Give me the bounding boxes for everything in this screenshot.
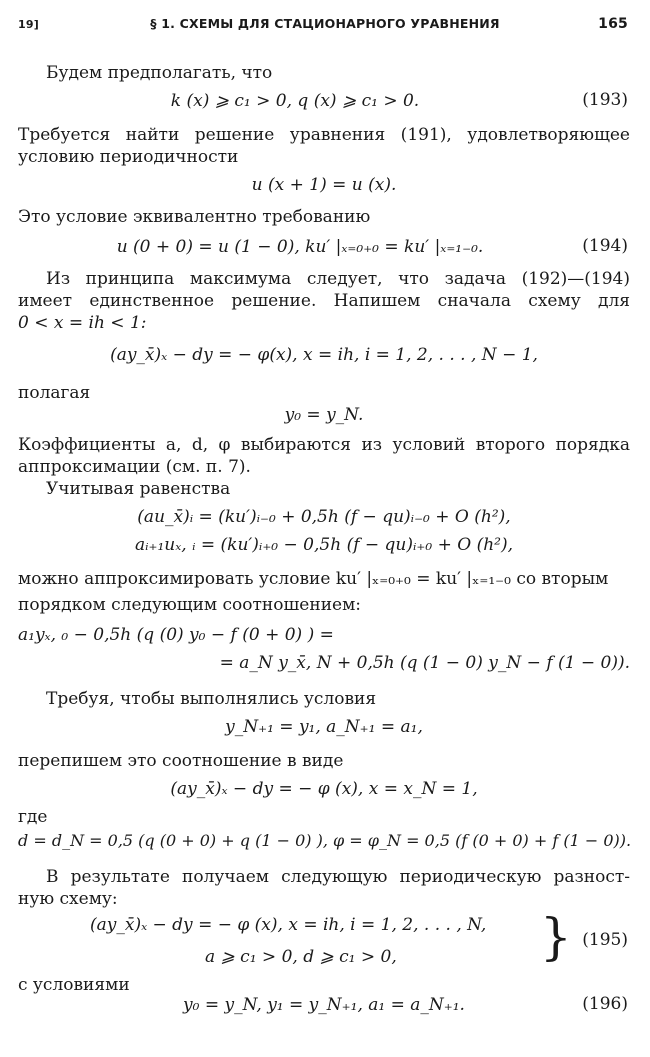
text-line: порядком следующим соотношением: <box>18 595 362 615</box>
text-line: где <box>18 807 48 827</box>
running-title: § 1. СХЕМЫ ДЛЯ СТАЦИОНАРНОГО УРАВНЕНИЯ <box>150 16 500 31</box>
equation-number-196: (196) <box>582 994 628 1014</box>
text-line: Требуется найти решение уравнения (191), удовлетворяющее <box>18 125 630 145</box>
text-line: полагая <box>18 383 91 403</box>
text-line: В результате получаем следующую периодическую разност- <box>46 867 630 887</box>
approx-equation-1: (au_x̄)ᵢ = (ku′)ᵢ₋₀ + 0,5h (f − qu)ᵢ₋₀ + O (h²), <box>137 507 511 527</box>
equation-number-195: (195) <box>582 930 628 950</box>
text-line: 0 < x = ih < 1: <box>18 313 147 333</box>
text-line: Будем предполагать, что <box>46 63 273 83</box>
relation-line-2: = a_N y_x̄, N + 0,5h (q (1 − 0) y_N − f (1 − 0)). <box>219 653 630 673</box>
equation-number-194: (194) <box>582 236 628 256</box>
text-line: с условиями <box>18 975 130 995</box>
text-line: Учитывая равенства <box>46 479 231 499</box>
text-line: можно аппроксимировать условие ku′ |ₓ₌₀₊₀ = ku′ |ₓ₌₁₋₀ со вторым <box>18 569 609 589</box>
rewritten-equation: (ay_x̄)ₓ − dy = − φ (x), x = x_N = 1, <box>170 779 478 799</box>
scheme-195-line-2: a ⩾ c₁ > 0, d ⩾ c₁ > 0, <box>205 947 397 967</box>
relation-line-1: a₁yₓ, ₀ − 0,5h (q (0) y₀ − f (0 + 0) ) = <box>18 625 334 645</box>
equation-periodicity: u (x + 1) = u (x). <box>251 175 397 195</box>
equation-number-193: (193) <box>582 90 628 110</box>
approx-equation-2: aᵢ₊₁uₓ, ᵢ = (ku′)ᵢ₊₀ − 0,5h (f − qu)ᵢ₊₀ + O (h²), <box>134 535 514 555</box>
text-line: ную схему: <box>18 889 118 909</box>
text-line: имеет единственное решение. Напишем сначала схему для <box>18 291 630 311</box>
text-line: Это условие эквивалентно требованию <box>18 207 371 227</box>
coefficients-equation: d = d_N = 0,5 (q (0 + 0) + q (1 − 0) ), φ = φ_N = 0,5 (f (0 + 0) + f (1 − 0)). <box>18 831 632 850</box>
text-line: Коэффициенты a, d, φ выбираются из условий второго порядка <box>18 435 630 455</box>
text-line: условию периодичности <box>18 147 239 167</box>
text-line: аппроксимации (см. п. 7). <box>18 457 251 477</box>
text-line: Из принципа максимума следует, что задача (192)—(194) <box>46 269 630 289</box>
equation-194: u (0 + 0) = u (1 − 0), ku′ |ₓ₌₀₊₀ = ku′ |ₓ₌₁₋₀. <box>116 237 484 257</box>
scheme-195-line-1: (ay_x̄)ₓ − dy = − φ (x), x = ih, i = 1, 2, . . . , N, <box>90 915 487 935</box>
page-number: 165 <box>598 16 628 32</box>
section-number: 19] <box>18 18 39 31</box>
equation-196: y₀ = y_N, y₁ = y_N₊₁, a₁ = a_N₊₁. <box>183 995 465 1015</box>
boundary-equation: y₀ = y_N. <box>284 405 364 425</box>
text-line: Требуя, чтобы выполнялись условия <box>46 689 377 709</box>
condition-equation: y_N₊₁ = y₁, a_N₊₁ = a₁, <box>225 717 423 737</box>
text-line: перепишем это соотношение в виде <box>18 751 344 771</box>
right-brace: } <box>540 908 572 966</box>
scheme-equation: (ay_x̄)ₓ − dy = − φ(x), x = ih, i = 1, 2, . . . , N − 1, <box>110 345 538 365</box>
equation-193: k (x) ⩾ c₁ > 0, q (x) ⩾ c₁ > 0. <box>170 91 420 111</box>
